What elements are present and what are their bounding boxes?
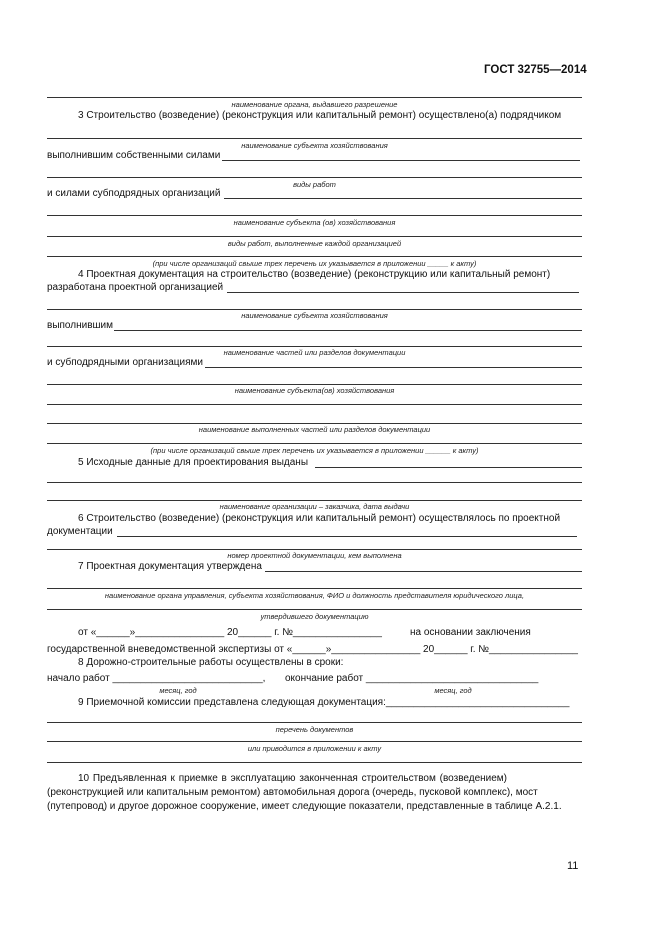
fill-line — [47, 177, 582, 178]
caption-subject: наименование субъекта хозяйствования — [241, 141, 388, 150]
fill-line — [47, 722, 582, 723]
fill-line — [47, 423, 582, 424]
fill-line — [47, 236, 582, 237]
fill-line — [47, 741, 582, 742]
caption-project-number: номер проектной документации, кем выполнена — [227, 551, 402, 560]
item-10-text-line1: 10 Предъявленная к приемке в эксплуатацию законченная строительством (возведением) — [78, 773, 508, 784]
fill-line — [47, 549, 582, 550]
approval-date-line: от «______»________________ 20______ г. №________________ — [78, 627, 382, 638]
own-forces-label: выполнившим собственными силами — [47, 150, 221, 161]
item-8-text: 8 Дорожно-строительные работы осуществлены в сроки: — [78, 657, 344, 668]
caption-management: наименование органа управления, субъекта хозяйствования, ФИО и должность представителя юридического лица, — [104, 591, 525, 600]
caption-subject: наименование субъекта хозяйствования — [241, 311, 388, 320]
item-10-text-line3: (путепровод) и другое дорожное сооружение, имеет следующие показатели, представленные в таблице А.2.1. — [47, 801, 562, 812]
fill-line — [205, 367, 582, 368]
fill-line — [47, 256, 582, 257]
start-of-work: начало работ ___________________________, — [47, 673, 266, 684]
caption-work-types: виды работ — [293, 180, 336, 189]
end-of-work: окончание работ _______________________________ — [285, 673, 539, 684]
fill-line — [47, 97, 582, 98]
caption-customer: наименование организации – заказчика, дата выдачи — [219, 502, 410, 511]
fill-line — [47, 762, 582, 763]
caption-done-parts: наименование выполненных частей или разделов документации — [198, 425, 431, 434]
fill-line — [224, 198, 582, 199]
caption-month-year-start: месяц, год — [159, 686, 197, 695]
fill-line — [222, 160, 580, 161]
fill-line — [47, 138, 582, 139]
performed-label: выполнившим — [47, 320, 113, 331]
fill-line — [265, 571, 582, 572]
fill-line — [227, 292, 579, 293]
fill-line — [114, 330, 582, 331]
caption-doc-parts: наименование частей или разделов документации — [223, 348, 406, 357]
item-10-text-line2: (реконструкцией или капитальным ремонтом) автомобильная дорога (очередь, пусковой комплекс), мост — [47, 787, 538, 798]
caption-approved: утвердившего документацию — [260, 612, 369, 621]
caption-issuing-authority: наименование органа, выдавшего разрешение — [231, 100, 398, 109]
fill-line — [47, 482, 582, 483]
fill-line — [117, 536, 577, 537]
caption-works-each: виды работ, выполненные каждой организацией — [227, 239, 402, 248]
caption-subjects: наименование субъекта (ов) хозяйствования — [233, 218, 396, 227]
fill-line — [47, 309, 582, 310]
caption-more-than-three: (при числе организаций свыше трех перечень их указывается в приложении _____ к акту) — [152, 259, 477, 268]
item-5-text: 5 Исходные данные для проектирования выданы — [78, 457, 309, 468]
item-4-text-line2: разработана проектной организацией — [47, 282, 224, 293]
fill-line — [315, 467, 582, 468]
caption-month-year-end: месяц, год — [434, 686, 472, 695]
item-6-text-line2: документации — [47, 526, 113, 537]
expertise-line: государственной вневедомственной экспертизы от «______»________________ 20______ г. №________________ — [47, 644, 578, 655]
fill-line — [47, 500, 582, 501]
item-9-text: 9 Приемочной комиссии представлена следующая документация:_________________________________ — [78, 697, 570, 708]
fill-line — [47, 443, 582, 444]
item-4-text-line1: 4 Проектная документация на строительство (возведение) (реконструкцию или капитальный ремонт) — [78, 269, 551, 280]
caption-subjects: наименование субъекта(ов) хозяйствования — [234, 386, 395, 395]
fill-line — [47, 588, 582, 589]
caption-more-than-three: (при числе организаций свыше трех перечень их указывается в приложении ______ к акту) — [150, 446, 479, 455]
caption-doc-list: перечень документов — [275, 725, 354, 734]
subcontract-label: и силами субподрядных организаций — [47, 188, 221, 199]
standard-number: ГОСТ 32755—2014 — [484, 64, 587, 76]
item-6-text-line1: 6 Строительство (возведение) (реконструкция или капитальный ремонт) осуществлялось по проектной — [78, 513, 561, 524]
fill-line — [47, 346, 582, 347]
item-7-text: 7 Проектная документация утверждена — [78, 561, 262, 572]
subcontractors-label: и субподрядными организациями — [47, 357, 204, 368]
page-number: 11 — [567, 860, 579, 872]
fill-line — [47, 384, 582, 385]
fill-line — [47, 609, 582, 610]
item-3-text: 3 Строительство (возведение) (реконструкция или капитальный ремонт) осуществлено(а) подрядчиком — [78, 110, 562, 121]
fill-line — [47, 404, 582, 405]
basis-label: на основании заключения — [410, 627, 531, 638]
caption-or-appendix: или приводится в приложении к акту — [247, 744, 382, 753]
fill-line — [47, 215, 582, 216]
